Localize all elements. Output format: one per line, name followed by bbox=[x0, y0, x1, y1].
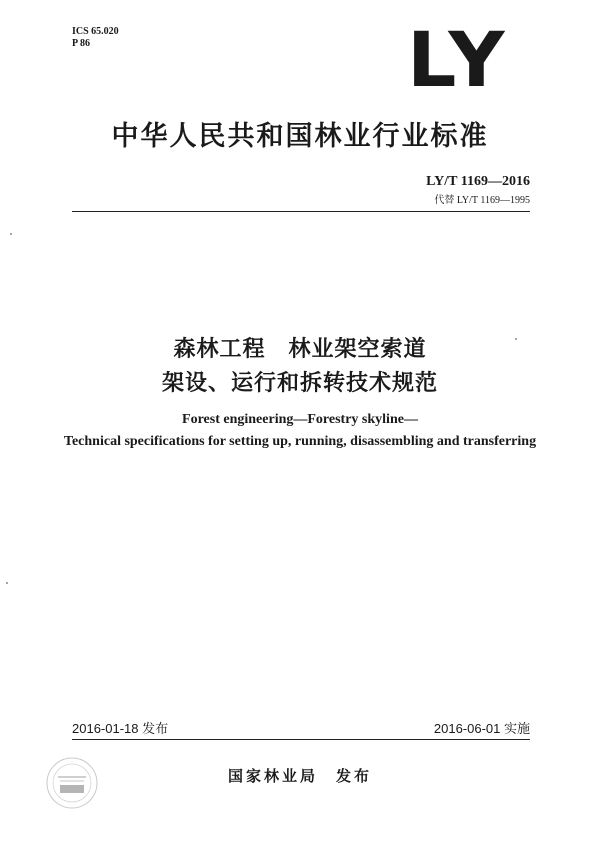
classification-codes bbox=[72, 26, 119, 50]
ics-code: ICS 65.020 bbox=[72, 26, 119, 37]
standard-number: LY/T 1169—2016 bbox=[426, 174, 530, 189]
standard-category-title: 中华人民共和国林业行业标准 bbox=[111, 121, 489, 152]
title-cn-line-1: 森林工程 林业架空索道 bbox=[173, 337, 427, 362]
effective-date: 2016-06-01 实施 bbox=[433, 721, 530, 736]
ccs-code: P 86 bbox=[72, 38, 91, 49]
header-divider bbox=[72, 211, 530, 212]
watermark-stamp-icon bbox=[44, 755, 100, 811]
title-en-line-1: Forest engineering—Forestry skyline— bbox=[182, 412, 418, 427]
footer-divider bbox=[72, 739, 530, 740]
ly-logo: LY bbox=[407, 15, 509, 104]
scan-speck bbox=[6, 582, 8, 584]
title-en-line-2: Technical specifications for setting up, running, disassembling and transferring bbox=[63, 434, 537, 449]
replaces-standard: 代替 LY/T 1169—1995 bbox=[434, 195, 530, 206]
publisher: 国家林业局 发布 bbox=[227, 767, 372, 785]
scan-speck bbox=[515, 338, 517, 340]
scan-speck bbox=[10, 233, 12, 235]
title-cn-line-2: 架设、运行和拆转技术规范 bbox=[161, 371, 438, 396]
issue-date: 2016-01-18 发布 bbox=[72, 721, 169, 736]
